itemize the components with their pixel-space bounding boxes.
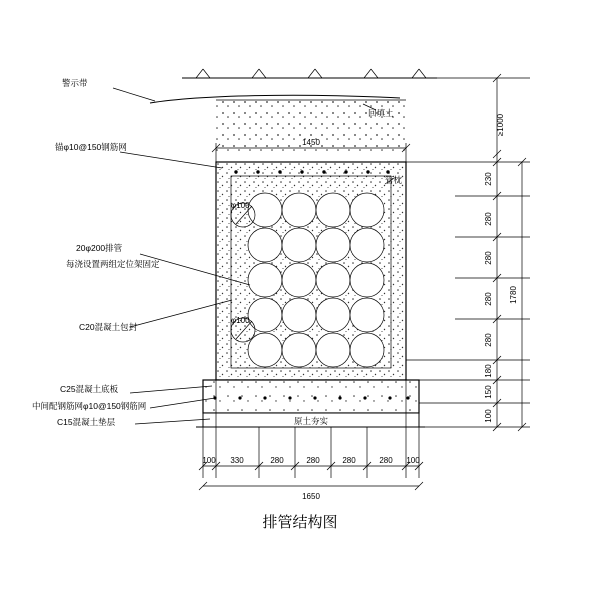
label-warning-tape: 警示带: [62, 78, 88, 88]
dim-r7: 150: [484, 385, 493, 399]
dim-top-width: 1450: [302, 138, 320, 147]
label-base-slab-c25: C25混凝土底板: [60, 384, 119, 394]
label-steel-mesh-top: 锚φ10@150钢筋网: [55, 142, 127, 152]
dim-b6: 280: [379, 456, 393, 465]
dim-r5: 280: [484, 333, 493, 347]
label-middle-rebar: 中间配钢筋网φ10@150钢筋网: [32, 401, 147, 411]
drawing-title: 排管结构图: [262, 514, 338, 531]
dim-b4: 280: [306, 456, 320, 465]
dim-b5: 280: [342, 456, 356, 465]
dim-right-chain: [406, 74, 530, 431]
dim-r2: 280: [484, 212, 493, 226]
dim-b2: 330: [230, 456, 244, 465]
dim-right-total: 1780: [509, 286, 518, 304]
pipe-dia-lower-label: φ100: [231, 316, 250, 325]
dim-r3: 280: [484, 251, 493, 265]
dim-cover-depth: ≥1000: [496, 113, 505, 137]
dim-b3: 280: [270, 456, 284, 465]
label-pipe-group: 20φ200排管: [76, 243, 123, 253]
ground-surface: [182, 69, 437, 78]
label-concrete-c20: C20混凝土包封: [79, 322, 138, 332]
compacted-soil-label: 原土夯实: [293, 416, 329, 426]
dim-b7: 100: [406, 456, 420, 465]
dim-r1: 230: [484, 172, 493, 186]
dim-r8: 100: [484, 409, 493, 423]
label-cushion-c15: C15混凝土垫层: [57, 417, 116, 427]
dim-r4: 280: [484, 292, 493, 306]
label-top-right-note: 管枕: [385, 175, 403, 185]
dim-bottom-total: 1650: [302, 492, 320, 501]
dim-b1: 100: [202, 456, 216, 465]
label-pipe-fix-note: 每浇设置两组定位架固定: [66, 259, 160, 269]
base-slab: [203, 380, 419, 413]
label-backfill: 回填土: [368, 108, 394, 118]
pipe-dia-upper-label: φ100: [231, 201, 250, 210]
cushion-layer: [203, 413, 419, 427]
dim-r6: 180: [484, 364, 493, 378]
